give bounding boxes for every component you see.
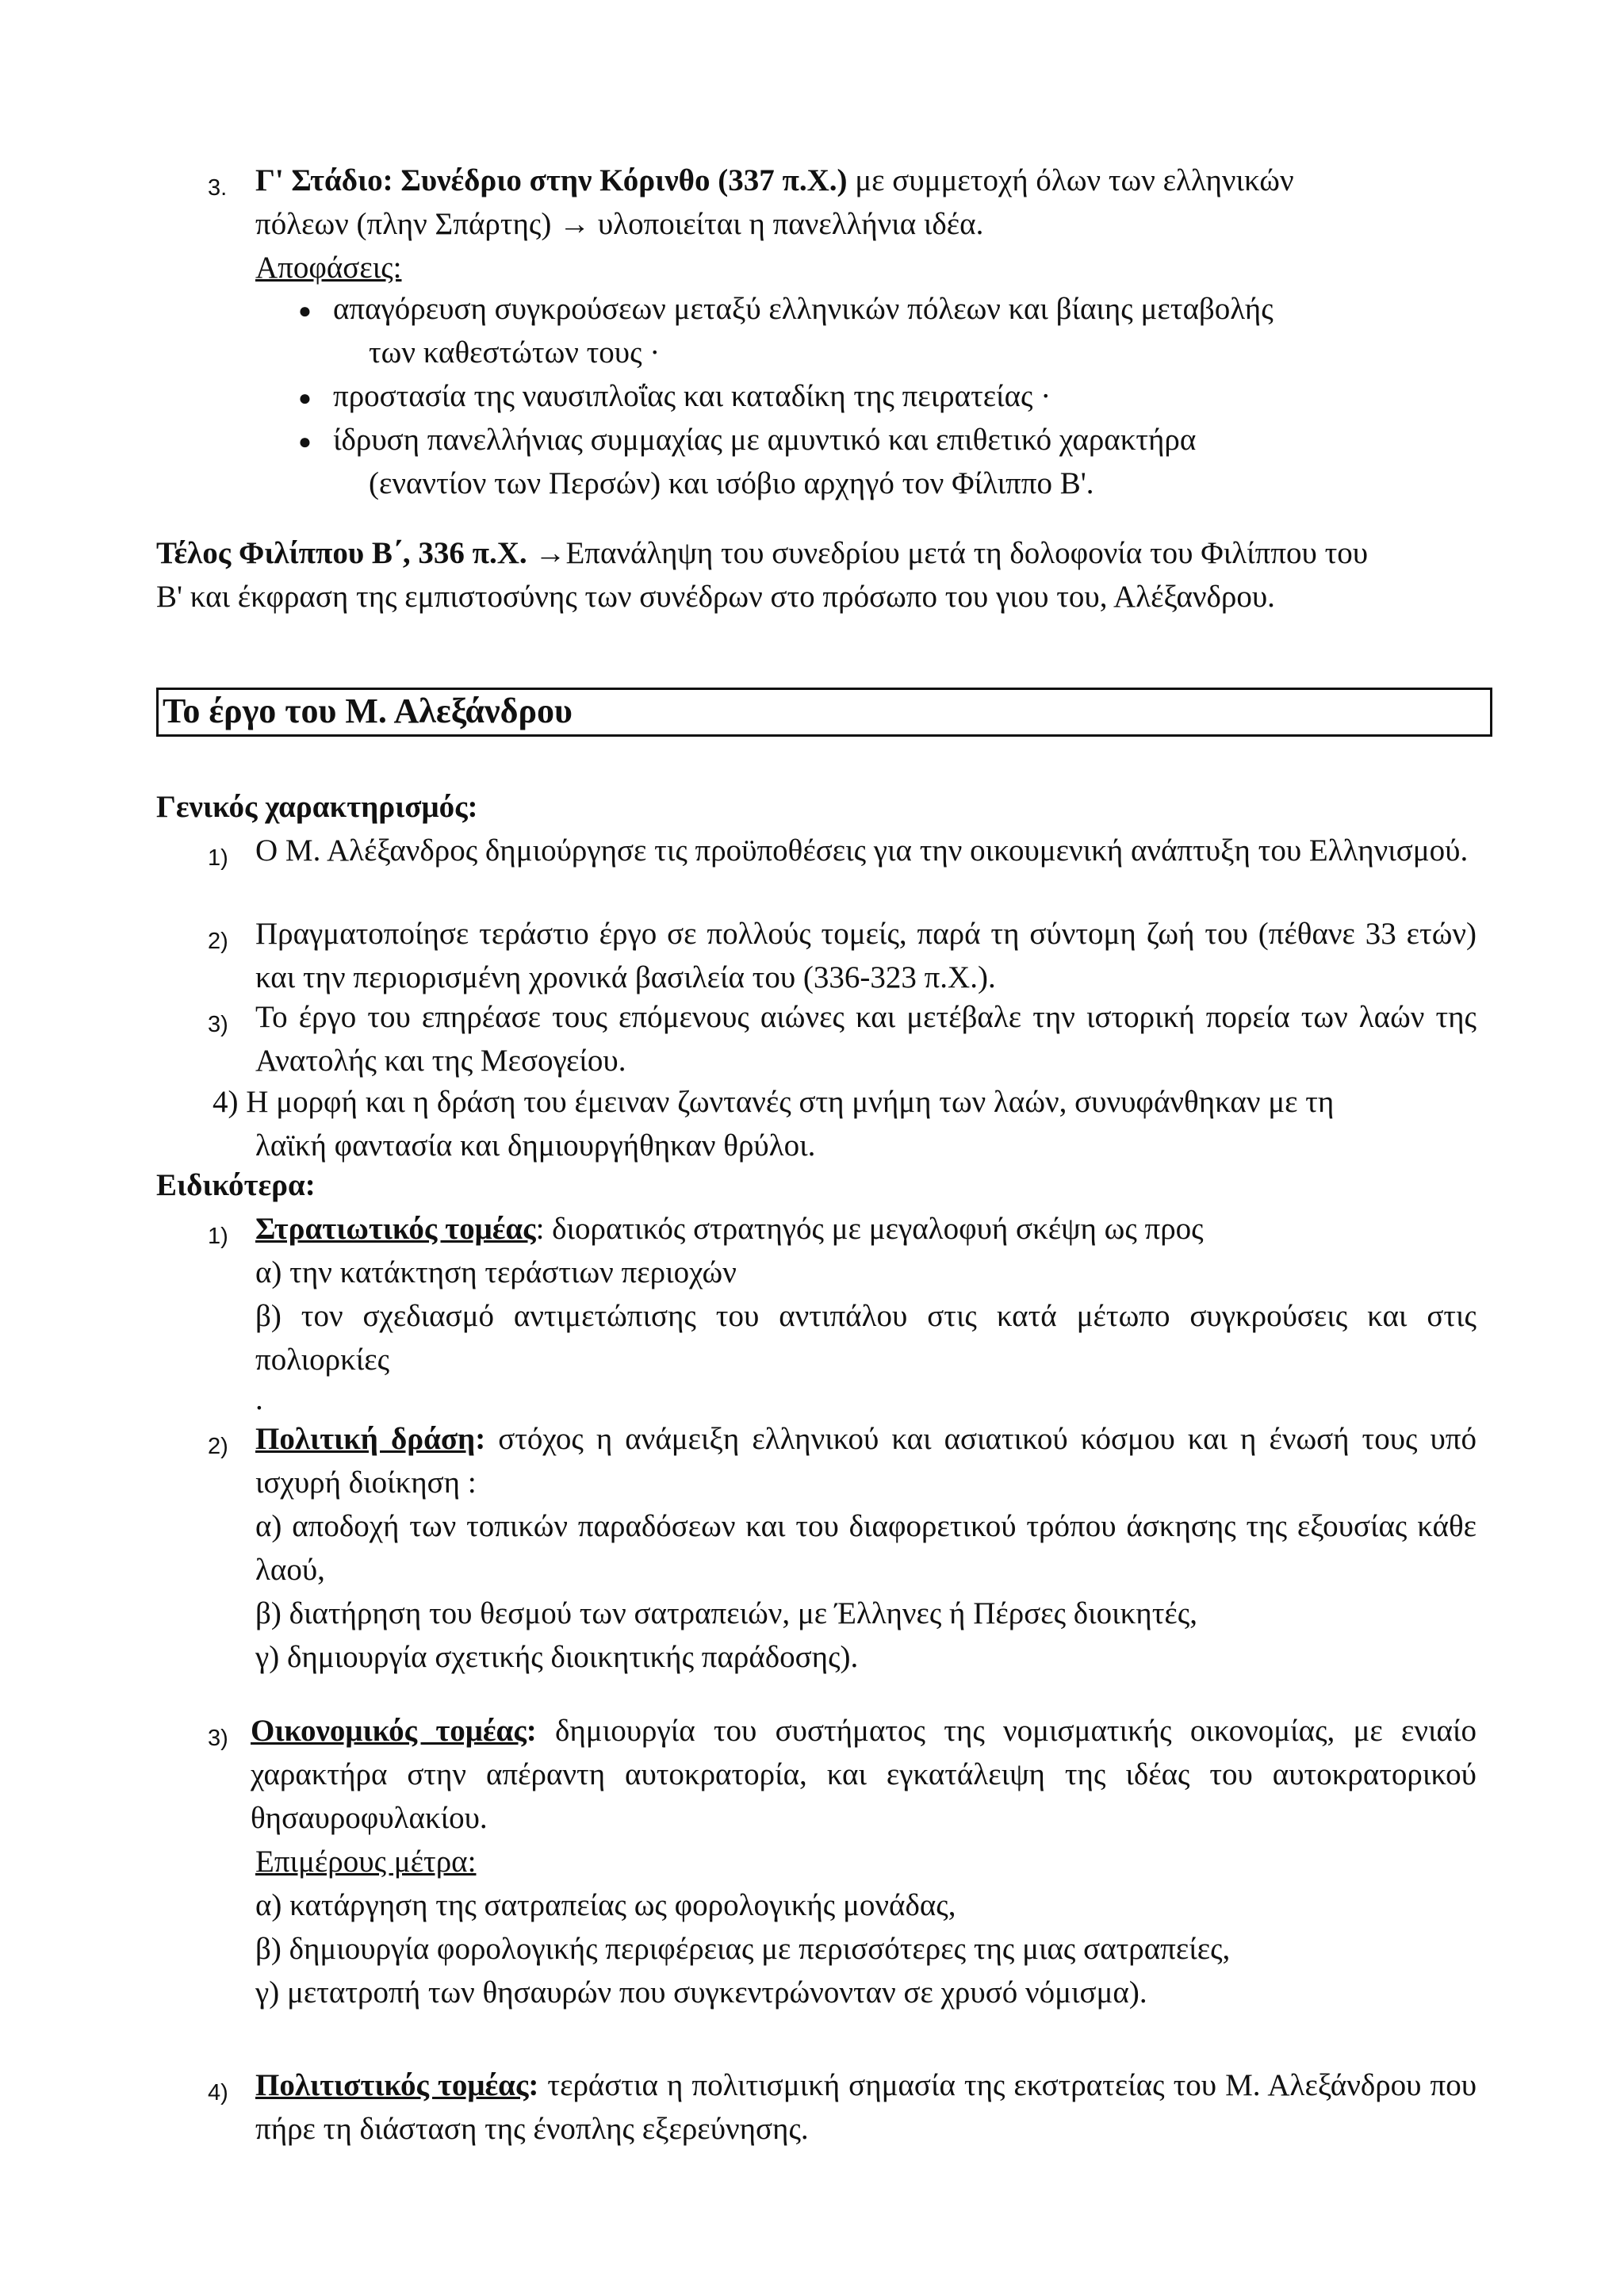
economic-title: Οικονομικός τομέας xyxy=(251,1714,527,1748)
philip-end-title: Τέλος Φιλίππου Β΄, 336 π.Χ. xyxy=(156,536,527,570)
specific-label: Ειδικότερα: xyxy=(156,1168,316,1202)
political-title: Πολιτική δράση xyxy=(255,1422,476,1456)
political-a: α) αποδοχή των τοπικών παραδόσεων και του διαφορετικού τρόπου άσκησης της εξουσίας κάθε λαού, xyxy=(255,1509,1477,1587)
cultural-text: τεράστια η πολιτισμική σημασία της εκστρατείας του Μ. Αλεξάνδρου που πήρε τη διάσταση της ένοπλης εξερεύνησης. xyxy=(255,2068,1477,2146)
general-item-2: Πραγματοποίησε τεράστιο έργο σε πολλούς τομείς, παρά τη σύντομη ζωή του (πέθανε 33 ετών) και την περιορισμένη χρονικά βασιλεία του (336-323 π.Χ.). xyxy=(255,917,1477,994)
general-item-3: Το έργο του επηρέασε τους επόμενους αιώνες και μετέβαλε την ιστορική πορεία των λαών της Ανατολής και της Μεσογείου. xyxy=(255,1000,1477,1078)
cultural-colon: : xyxy=(528,2068,539,2102)
political-number: 2) xyxy=(208,1434,228,1459)
cultural-title: Πολιτιστικός τομέας xyxy=(255,2068,529,2102)
general-item-4-line1: Η μορφή και η δράση του έμειναν ζωντανές στη μνήμη των λαών, συνυφάνθηκαν με τη xyxy=(246,1085,1335,1119)
stage3-paragraph xyxy=(255,159,1477,202)
bullet-icon: ● xyxy=(298,430,312,454)
general-item-1: Ο Μ. Αλέξανδρος δημιούργησε τις προϋποθέσεις για την οικουμενική ανάπτυξη του Ελληνισμού. xyxy=(255,833,1469,868)
economic-c: γ) μετατροπή των θησαυρών που συγκεντρώνονταν σε χρυσό νόμισμα). xyxy=(255,1975,1147,2010)
political-intro xyxy=(255,1417,1477,1504)
military-number: 1) xyxy=(208,1224,228,1249)
right-arrow-icon: → xyxy=(534,536,566,570)
section-heading: Το έργο του Μ. Αλεξάνδρου xyxy=(163,692,573,730)
stage3-text-line1: με συμμετοχή όλων των ελληνικών xyxy=(855,163,1294,197)
political-text: στόχος η ανάμειξη ελληνικού και ασιατικού κόσμου και η ένωσή τους υπό ισχυρή διοίκηση : xyxy=(255,1422,1477,1500)
economic-b: β) δημιουργία φορολογικής περιφέρειας με περισσότερες της μιας σατραπείες, xyxy=(255,1932,1231,1966)
philip-end-line2: Β' και έκφραση της εμπιστοσύνης των συνέδρων στο πρόσωπο του γιου του, Αλέξανδρου. xyxy=(156,580,1275,614)
political-b: β) διατήρηση του θεσμού των σατραπειών, με Έλληνες ή Πέρσες διοικητές, xyxy=(255,1596,1197,1630)
general-item-4-line2: λαϊκή φαντασία και δημιουργήθηκαν θρύλοι. xyxy=(255,1128,816,1163)
military-text: : διορατικός στρατηγός με μεγαλοφυή σκέψη ως προς xyxy=(535,1212,1204,1246)
general-item-4 xyxy=(213,1080,1334,1124)
stage3-text-line2: πόλεων (πλην Σπάρτης) xyxy=(255,207,552,241)
economic-text: δημιουργία του συστήματος της νομισματικής οικονομίας, με ενιαίο χαρακτήρα στην απέραντη αυτοκρατορία, και εγκατάλειψη της ιδέας του αυτοκρατορικού θησαυροφυλακίου. xyxy=(251,1714,1477,1835)
economic-number: 3) xyxy=(208,1726,228,1751)
economic-colon: : xyxy=(526,1714,537,1748)
stage3-line2 xyxy=(255,202,983,246)
bullet-icon: ● xyxy=(298,386,312,411)
general-label: Γενικός χαρακτηρισμός: xyxy=(156,790,478,824)
philip-end-line1 xyxy=(156,531,1368,575)
decision-3-line1: ίδρυση πανελλήνιας συμμαχίας με αμυντικό και επιθετικό χαρακτήρα xyxy=(333,423,1197,457)
decision-1-line1: απαγόρευση συγκρούσεων μεταξύ ελληνικών πόλεων και βίαιης μεταβολής xyxy=(333,292,1274,326)
bullet-icon: ● xyxy=(298,299,312,324)
economic-intro xyxy=(251,1709,1477,1840)
cultural-number: 4) xyxy=(208,2080,228,2105)
decision-2-line1: προστασία της ναυσιπλοΐας και καταδίκη της πειρατείας · xyxy=(333,379,1051,413)
economic-a: α) κατάργηση της σατραπείας ως φορολογικής μονάδας, xyxy=(255,1888,956,1922)
stage3-number: 3. xyxy=(208,175,228,201)
general-item-3-number: 3) xyxy=(208,1012,228,1037)
political-c: γ) δημιουργία σχετικής διοικητικής παράδοσης). xyxy=(255,1640,859,1674)
decision-3-line2: (εναντίον των Περσών) και ισόβιο αρχηγό τον Φίλιππο Β'. xyxy=(369,466,1094,500)
decision-1-line2: των καθεστώτων τους · xyxy=(369,335,661,370)
general-item-4-number: 4) xyxy=(213,1085,239,1119)
stage3-text-line2-rest: υλοποιείται η πανελλήνια ιδέα. xyxy=(597,207,984,241)
philip-end-text: Επανάληψη του συνεδρίου μετά τη δολοφονία του Φιλίππου του xyxy=(565,536,1369,570)
military-intro xyxy=(255,1207,1204,1251)
cultural-intro xyxy=(255,2063,1477,2151)
general-item-1-number: 1) xyxy=(208,845,228,871)
decisions-label: Αποφάσεις: xyxy=(255,251,402,285)
military-title: Στρατιωτικός τομέας xyxy=(255,1212,536,1246)
military-b: β) τον σχεδιασμό αντιμετώπισης του αντιπάλου στις κατά μέτωπο συγκρούσεις και στις πολιορκίες xyxy=(255,1299,1477,1377)
general-item-2-number: 2) xyxy=(208,929,228,954)
right-arrow-icon: → xyxy=(559,207,591,241)
military-a: α) την κατάκτηση τεράστιων περιοχών xyxy=(255,1255,737,1289)
stage3-title: Γ' Στάδιο: Συνέδριο στην Κόρινθο (337 π.Χ.) xyxy=(255,163,848,197)
military-dot: . xyxy=(255,1382,263,1416)
measures-label: Επιμέρους μέτρα: xyxy=(255,1845,477,1879)
political-colon: : xyxy=(475,1422,486,1456)
